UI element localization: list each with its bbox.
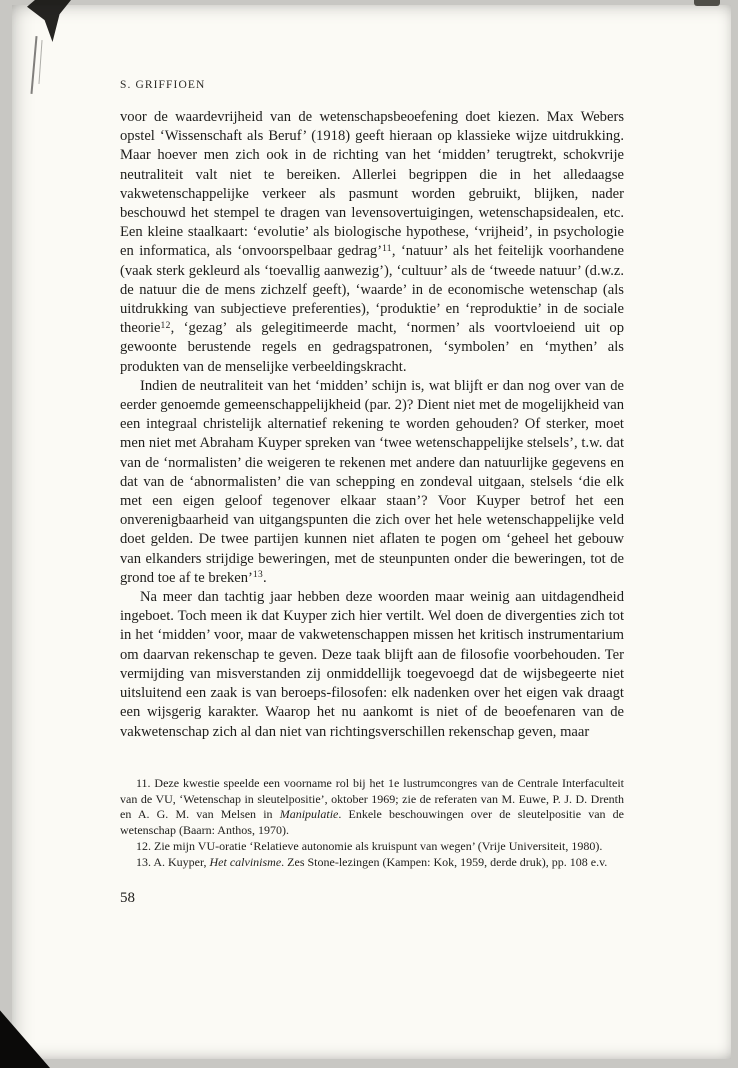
running-header: S. GRIFFIOEN	[120, 79, 206, 91]
text-run: 12. Zie mijn VU-oratie ‘Relatieve autonomie als kruispunt van wegen’ (Vrije Universiteit, 1980).	[136, 838, 603, 853]
footnotes	[120, 776, 624, 871]
footnote	[120, 855, 624, 871]
text-run: Indien de neutraliteit van het ‘midden’ schijn is, wat blijft er dan nog over van de eerder genoemde gemeenschappelijkheid (par. 2)? Dient niet met de mogelijkheid van een integraal christelijk alternatief rekening te worden gehouden? Of sterker, moet men niet met Abraham Kuyper spreken van ‘twee wetenschappelijke stelsels’, t.w. dat van de ‘normalisten’ die weigeren te rekenen met andere dan natuurlijke gegevens en dat van de ‘abnormalisten’ die van schepping en zondeval uitgaan, stelsels ‘die elk met een eigen geloof tegenover elkaar staan’? Voor Kuyper betrof het een onverenigbaarheid van uitgangspunten die zich over het hele wetenschappelijke veld doet gelden. De twee partijen kunnen niet aflaten te pogen om ‘geheel het gebouw van elkanders strijdige beweringen, met de steunpunten onder die beweringen, tot de grond toe af te breken’	[120, 377, 624, 586]
text-run: voor de waardevrijheid van de wetenschapsbeoefening doet kiezen. Max Webers opstel ‘Wissenschaft als Beruf’ (1918) geeft hieraan op klassieke wijze uitdrukking. Maar hoever men zich ook in de richting van het ‘midden’ terugtrekt, schokvrije neutraliteit valt niet te bereiken. Allerlei begrippen die in het alledaagse vakwetenschappelijke verkeer als pasmunt worden gebruikt, blijken, nader beschouwd het stempel te dragen van levensovertuigingen, wetenschapsidealen, etc. Een kleine staalkaart: ‘evolutie’ als biologische hypothese, ‘vrijheid’, in psychologie en informatica, als ‘onvoorspelbaar gedrag’	[120, 109, 624, 260]
paragraph	[120, 108, 624, 377]
text-run: .	[263, 569, 267, 586]
italic-title: Het calvinisme	[209, 854, 282, 869]
text-run: 13. A. Kuyper,	[136, 854, 210, 869]
page-content	[120, 79, 624, 907]
footnote-reference: 13	[252, 570, 264, 581]
footnote	[120, 839, 624, 855]
text-run: 11. Deze kwestie speelde een voorname rol bij het 1e lustrumcongres van de Centrale Interfaculteit van de VU, ‘Wetenschap in sleutelpositie’, oktober 1969; zie de referaten van M. Euwe, P. J. D. Drenth en A. G. M. van Melsen in	[120, 775, 624, 822]
text-run: , ‘gezag’ als gelegitimeerde macht, ‘normen’ als voortvloeiend uit op gewoonte berustende regels en gedragspatronen, ‘symbolen’ en ‘mythen’ als produkten van de menselijke verbeeldingskracht.	[120, 320, 624, 375]
italic-title: Manipulatie	[279, 807, 339, 822]
body-text	[120, 108, 624, 742]
scan-mark-top-right	[694, 0, 720, 6]
footnote-reference: 11	[382, 243, 392, 254]
text-run: Na meer dan tachtig jaar hebben deze woorden maar weinig aan uitdagendheid ingeboet. Toch meen ik dat Kuyper zich hier vertilt. Wel doen de divergenties zich tot in het ‘midden’ voor, maar de vakwetenschappen missen het kritisch instrumentarium om daarvan rekenschap te geven. Deze taak blijft aan de filosofie voorbehouden. Ter vermijding van misverstanden zij onmiddellijk toegevoegd dat de wijsbegeerte niet uitsluitend een zaak is van beroeps-filosofen: elk nadenken over het eigen vak draagt een wijsgerig karakter. Waarop het nu aankomt is niet of de beoefenaren van de vakwetenschap zich al dan niet van richtingsverschillen rekenschap geven, maar	[120, 589, 624, 740]
footnote	[120, 776, 624, 839]
text-run: . Zes Stone-lezingen (Kampen: Kok, 1959, derde druk), pp. 108 e.v.	[281, 854, 608, 869]
paragraph	[120, 377, 624, 588]
paragraph	[120, 588, 624, 742]
page	[12, 5, 731, 1059]
text-run: . Enkele beschouwingen over de sleutelpositie van de wetenschap (Baarn: Anthos, 1970).	[120, 807, 625, 838]
footnote-reference: 12	[160, 320, 171, 331]
text-run: , ‘natuur’ als het feitelijk voorhandene (vaak sterk gekleurd als ‘toevallig aanwezig’), ‘cultuur’ als de ‘tweede natuur’ (d.w.z. de natuur die de mens zichzelf geeft), ‘waarde’ in de economische wetenschap (als uitdrukking van subjectieve preferenties), ‘produktie’ en ‘reproduktie’ in de sociale theorie	[120, 243, 624, 337]
page-number: 58	[120, 890, 135, 907]
